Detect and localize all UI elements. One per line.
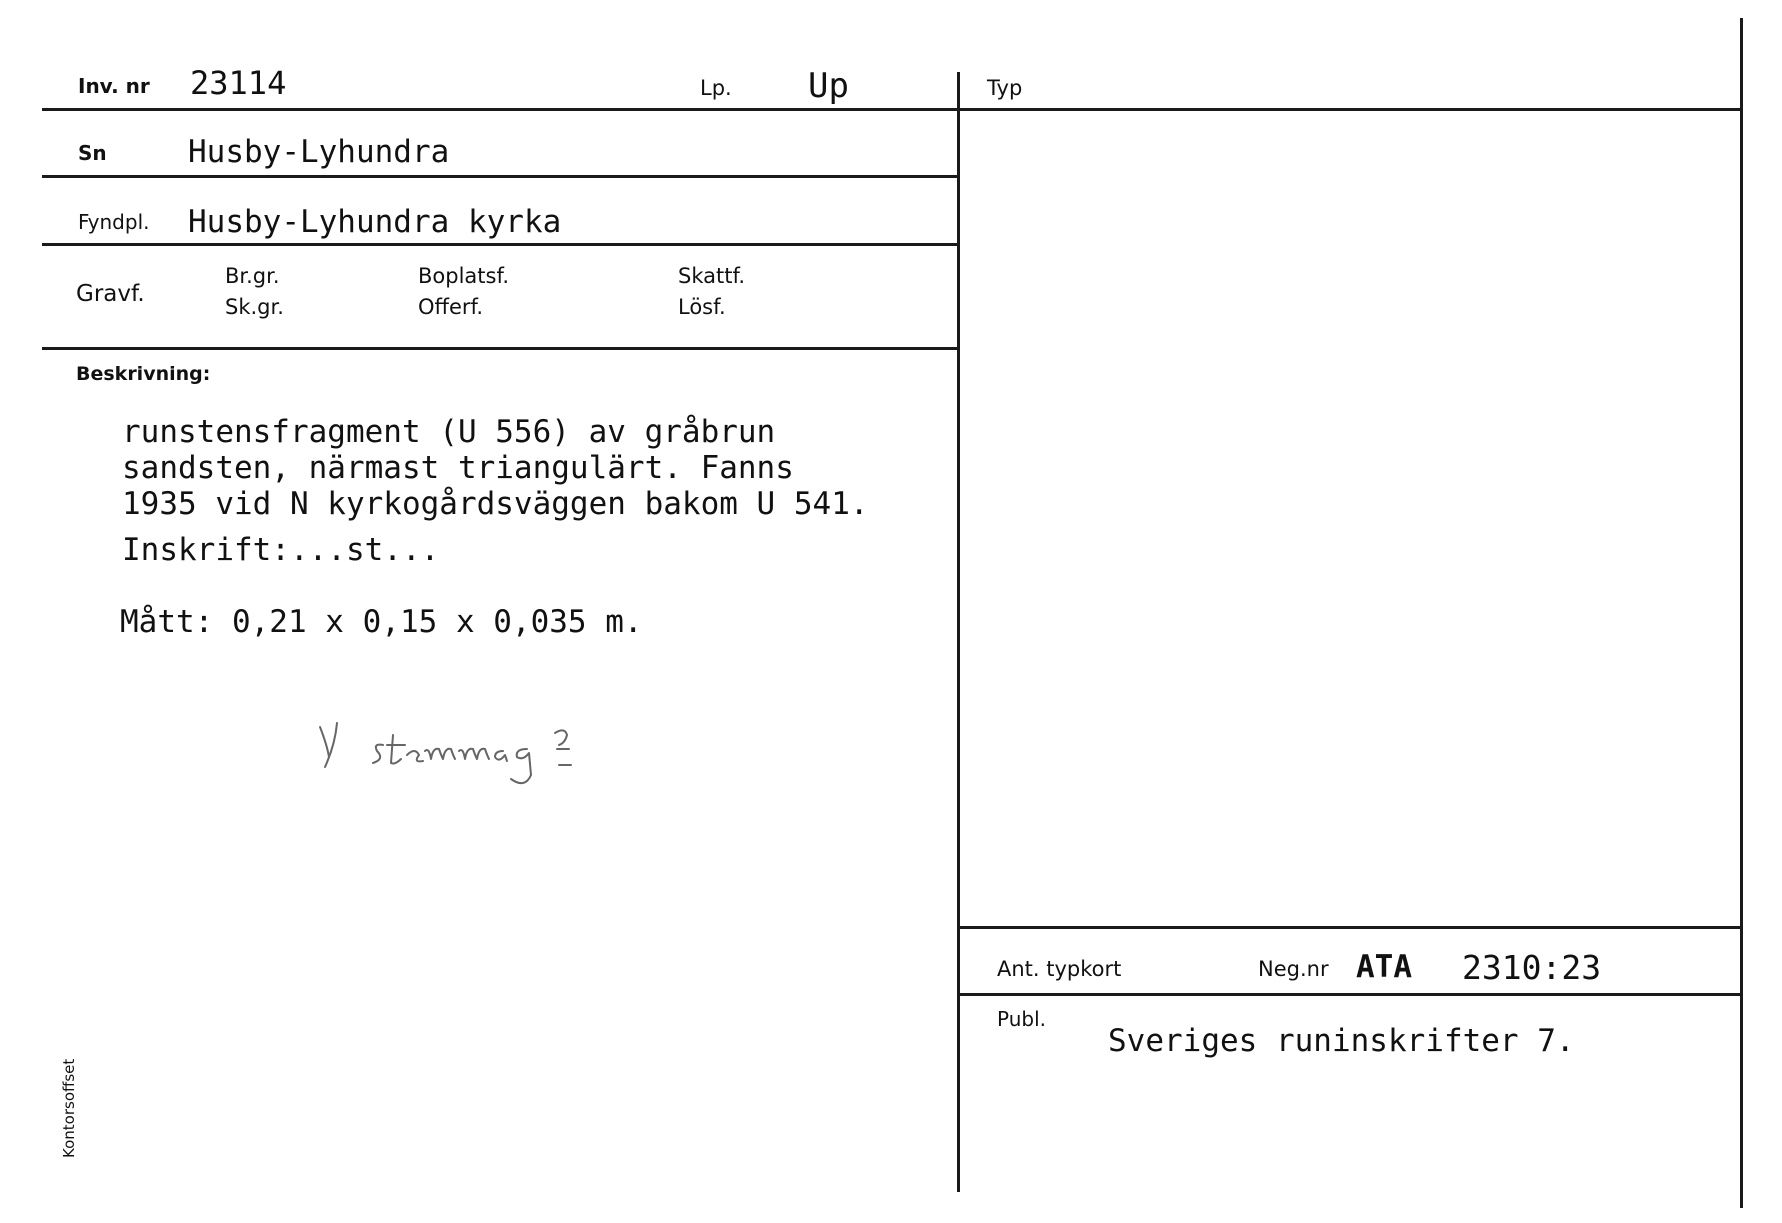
gravf-label: Gravf. [76, 281, 145, 307]
ant-typkort-label: Ant. typkort [997, 957, 1122, 981]
rule-publ-top [959, 993, 1740, 996]
neg-nr-label: Neg.nr [1258, 957, 1329, 981]
description-line-3: 1935 vid N kyrkogårdsväggen bakom U 541. [122, 486, 869, 522]
publ-label: Publ. [997, 1007, 1046, 1031]
offerf-label: Offerf. [418, 295, 484, 319]
typ-label: Typ [987, 76, 1023, 100]
neg-nr-prefix: ATA [1356, 949, 1412, 985]
card-right-border [1740, 18, 1743, 1208]
rule-sn [42, 175, 959, 178]
rule-ant-typkort-top [959, 926, 1740, 929]
rule-gravf [42, 347, 959, 350]
rule-fyndpl [42, 243, 959, 246]
neg-nr-value: 2310:23 [1462, 948, 1602, 987]
publ-value: Sveriges runinskrifter 7. [1108, 1023, 1575, 1059]
skattf-label: Skattf. [678, 264, 745, 288]
fyndpl-value: Husby-Lyhundra kyrka [188, 204, 562, 240]
br-gr-label: Br.gr. [225, 264, 280, 288]
rule-header [42, 108, 1740, 111]
description-line-1: runstensfragment (U 556) av gråbrun [122, 414, 776, 450]
inv-nr-label: Inv. nr [78, 74, 150, 98]
inskrift-line: Inskrift:...st... [122, 532, 440, 568]
description-line-2: sandsten, närmast triangulärt. Fanns [122, 450, 794, 486]
sn-value: Husby-Lyhundra [188, 134, 450, 170]
printer-side-text: Kontorsoffset [60, 1058, 78, 1158]
beskrivning-label: Beskrivning: [76, 363, 211, 385]
lp-value: Up [808, 66, 849, 106]
inv-nr-value: 23114 [190, 64, 287, 102]
handwritten-note [315, 715, 665, 795]
center-divider [957, 72, 960, 1192]
boplatsf-label: Boplatsf. [418, 264, 510, 288]
sk-gr-label: Sk.gr. [225, 295, 284, 319]
sn-label: Sn [78, 141, 107, 165]
losf-label: Lösf. [678, 295, 726, 319]
matt-line: Mått: 0,21 x 0,15 x 0,035 m. [120, 604, 643, 640]
lp-label: Lp. [700, 76, 732, 100]
fyndpl-label: Fyndpl. [78, 210, 150, 234]
